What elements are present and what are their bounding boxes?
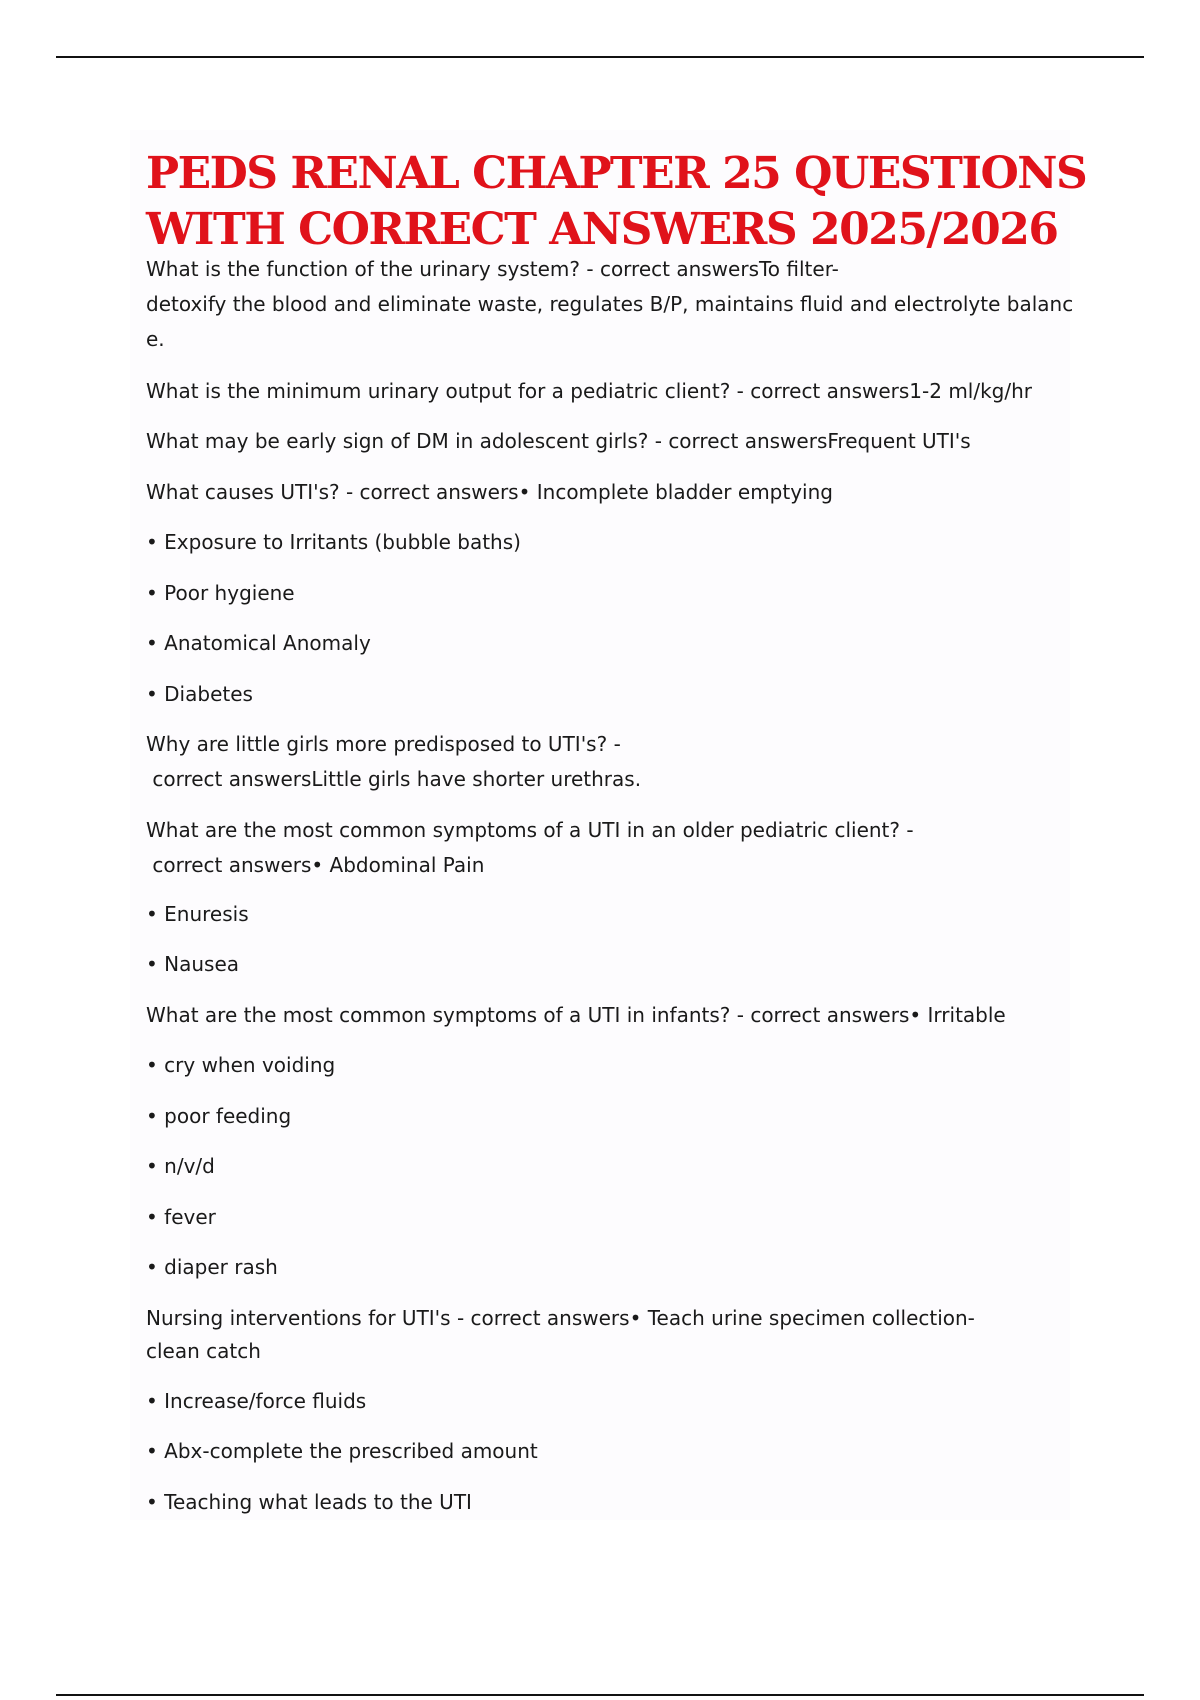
text-line: detoxify the blood and eliminate waste, regulates B/P, maintains fluid and electrolyte balanc bbox=[146, 292, 1074, 316]
text-line: • n/v/d bbox=[146, 1154, 215, 1178]
text-line: • Exposure to Irritants (bubble baths) bbox=[146, 530, 521, 554]
text-line: • Nausea bbox=[146, 952, 240, 976]
text-line: What causes UTI's? - correct answers• Incomplete bladder emptying bbox=[146, 480, 833, 504]
text-line: • Anatomical Anomaly bbox=[146, 631, 371, 655]
top-rule bbox=[56, 56, 1144, 58]
text-line: What is the minimum urinary output for a pediatric client? - correct answers1-2 ml/kg/hr bbox=[146, 379, 1033, 403]
title-line-2: WITH CORRECT ANSWERS 2025/2026 bbox=[146, 204, 1058, 255]
text-line: • poor feeding bbox=[146, 1104, 292, 1128]
title-line-1: PEDS RENAL CHAPTER 25 QUESTIONS bbox=[146, 148, 1087, 199]
text-line: • Diabetes bbox=[146, 682, 253, 706]
text-line: correct answers• Abdominal Pain bbox=[146, 853, 485, 877]
text-line: What are the most common symptoms of a UTI in an older pediatric client? - bbox=[146, 818, 914, 842]
text-line: What may be early sign of DM in adolescent girls? - correct answersFrequent UTI's bbox=[146, 429, 971, 453]
text-line: • fever bbox=[146, 1205, 216, 1229]
text-line: What are the most common symptoms of a UTI in infants? - correct answers• Irritable bbox=[146, 1003, 1006, 1027]
text-line: • Teaching what leads to the UTI bbox=[146, 1490, 472, 1514]
text-line: • cry when voiding bbox=[146, 1053, 336, 1077]
text-line: • diaper rash bbox=[146, 1255, 278, 1279]
text-line: clean catch bbox=[146, 1339, 261, 1363]
text-line: • Poor hygiene bbox=[146, 581, 295, 605]
document-title bbox=[146, 146, 1106, 258]
text-line: Why are little girls more predisposed to UTI's? - bbox=[146, 732, 621, 756]
text-line: correct answersLittle girls have shorter urethras. bbox=[146, 767, 642, 791]
bottom-rule bbox=[56, 1694, 1144, 1696]
text-line: Nursing interventions for UTI's - correct answers• Teach urine specimen collection- bbox=[146, 1306, 975, 1330]
text-line: • Abx-complete the prescribed amount bbox=[146, 1439, 538, 1463]
text-line: e. bbox=[146, 327, 165, 351]
text-line: What is the function of the urinary system? - correct answersTo filter- bbox=[146, 257, 839, 281]
text-line: • Enuresis bbox=[146, 902, 249, 926]
text-line: • Increase/force fluids bbox=[146, 1389, 367, 1413]
